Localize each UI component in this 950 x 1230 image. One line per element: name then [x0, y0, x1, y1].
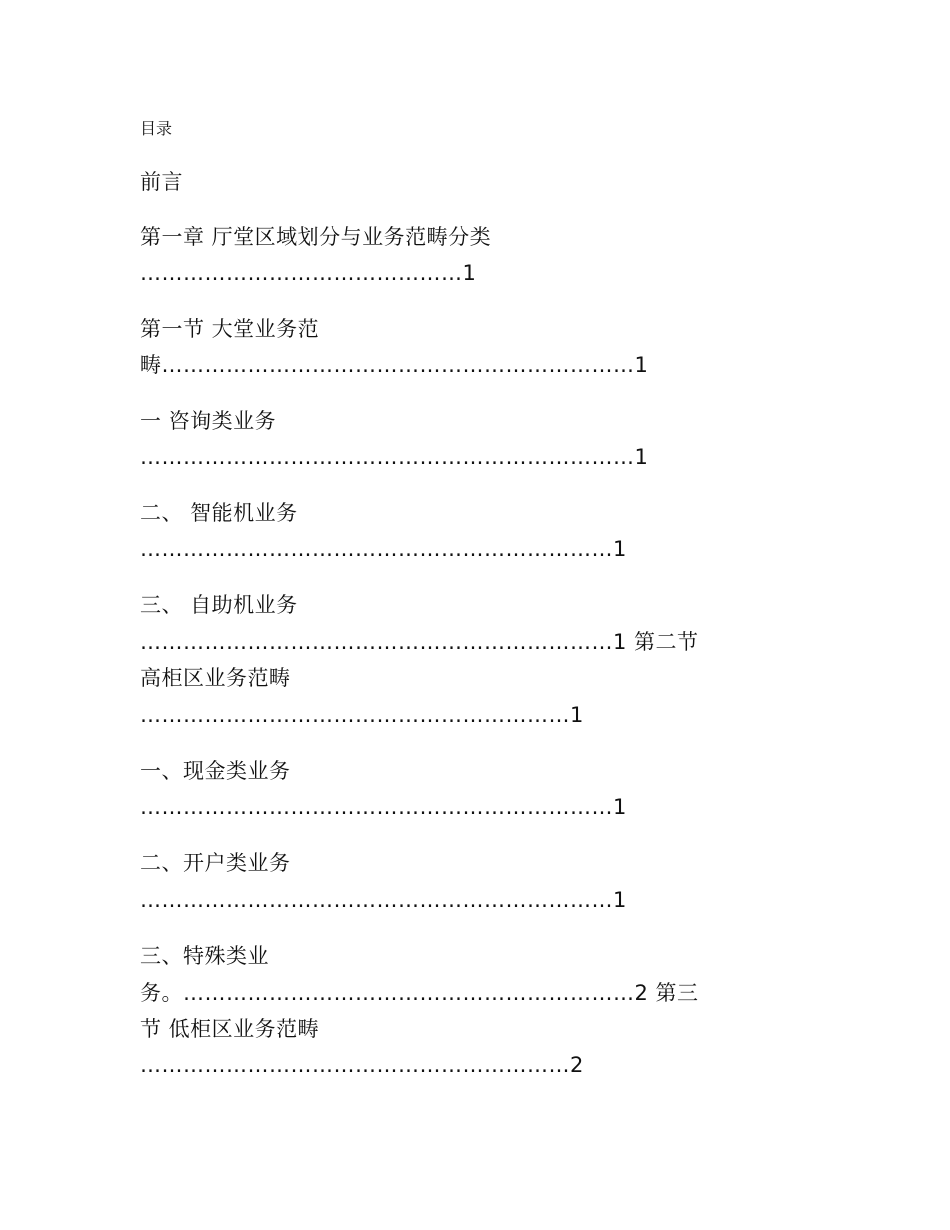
toc-leader-self-service: …………………………………………………………1 第二节	[140, 630, 699, 654]
toc-leader-cash: …………………………………………………………1	[140, 795, 627, 819]
toc-entry-self-service: 三、 自助机业务	[140, 593, 298, 617]
toc-leader-account-opening: …………………………………………………………1	[140, 888, 627, 912]
toc-heading: 目录	[140, 119, 173, 138]
toc-leader-section-1: 畴…………………………………………………………1	[140, 353, 649, 377]
toc-leader-smart-machine: …………………………………………………………1	[140, 537, 627, 561]
toc-entry-special: 三、特殊类业	[140, 944, 269, 968]
toc-entry-preface: 前言	[140, 170, 183, 194]
toc-leader-section-3: ……………………………………………………2	[140, 1053, 584, 1077]
toc-entry-section-1: 第一节 大堂业务范	[140, 317, 320, 341]
toc-leader-consulting: ……………………………………………………………1	[140, 445, 649, 469]
toc-entry-section-3: 节 低柜区业务范畴	[140, 1017, 320, 1041]
toc-entry-cash: 一、现金类业务	[140, 759, 291, 783]
toc-entry-account-opening: 二、开户类业务	[140, 851, 291, 875]
toc-entry-smart-machine: 二、 智能机业务	[140, 501, 298, 525]
toc-entry-consulting: 一 咨询类业务	[140, 409, 277, 433]
toc-entry-chapter-1: 第一章 厅堂区域划分与业务范畴分类	[140, 225, 492, 249]
toc-leader-section-2: ……………………………………………………1	[140, 703, 584, 727]
toc-entry-section-2: 高柜区业务范畴	[140, 666, 291, 690]
toc-leader-chapter-1: ………………………………………1	[140, 261, 477, 285]
toc-leader-special: 务。………………………………………………………2 第三	[140, 981, 699, 1005]
